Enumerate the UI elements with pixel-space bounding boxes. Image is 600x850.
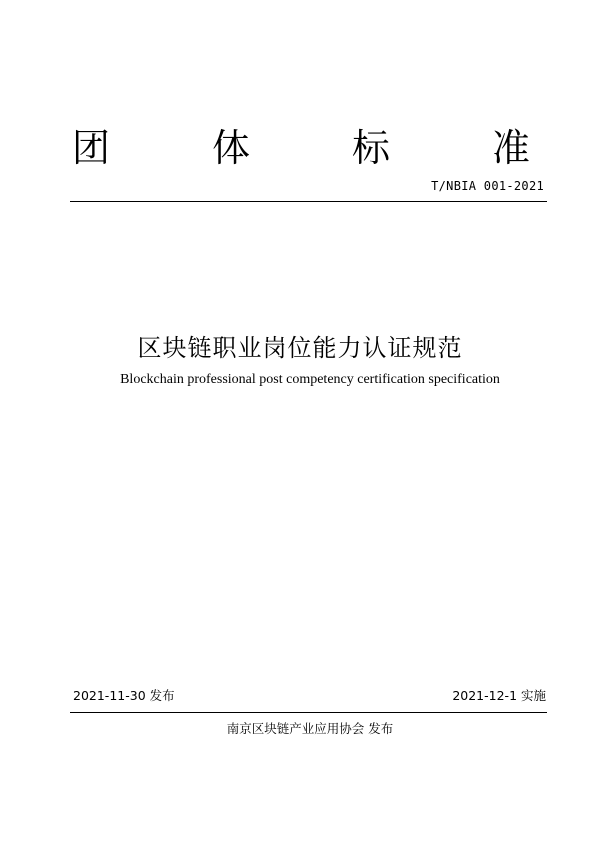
title-chinese: 区块链职业岗位能力认证规范 <box>137 334 463 362</box>
top-divider <box>70 201 547 202</box>
implementation-date: 2021-12-1 实施 <box>452 688 546 703</box>
doc-type-char: 准 <box>491 126 530 170</box>
document-type-heading <box>72 124 530 172</box>
doc-type-char: 标 <box>351 126 390 170</box>
bottom-divider <box>70 712 547 713</box>
doc-type-char: 体 <box>211 126 250 170</box>
issue-date: 2021-11-30 发布 <box>73 688 175 703</box>
doc-type-char: 团 <box>72 126 111 170</box>
publisher: 南京区块链产业应用协会 发布 <box>226 721 394 736</box>
standard-number: T/NBIA 001-2021 <box>431 179 544 193</box>
title-english: Blockchain professional post competency certification specification <box>120 372 500 387</box>
